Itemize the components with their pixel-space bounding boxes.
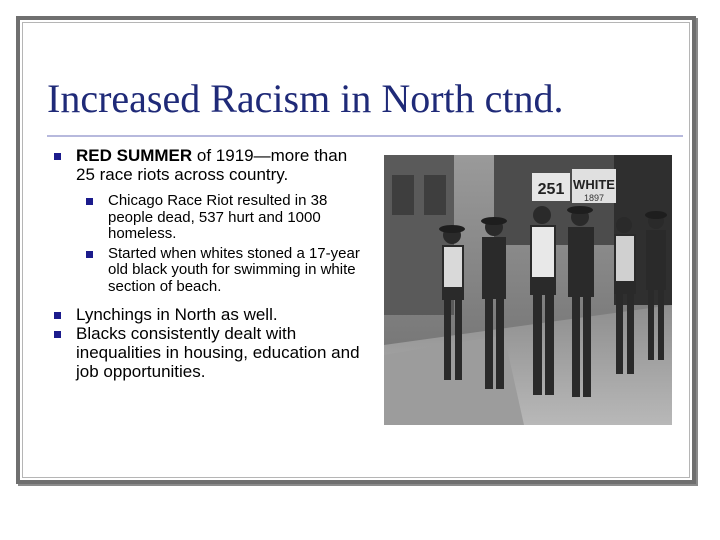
photo-sign-text: 251 bbox=[537, 181, 565, 198]
square-bullet-icon bbox=[86, 198, 93, 205]
sub-bullet-text: Started when whites stoned a 17-year old black youth for swimming in white section of beach. bbox=[108, 244, 360, 295]
sub-bullet-text: Chicago Race Riot resulted in 38 people dead, 537 hurt and 1000 homeless. bbox=[108, 192, 328, 242]
bullet-inequalities bbox=[48, 324, 368, 381]
bullet-list bbox=[48, 146, 368, 381]
title-underline-rule bbox=[47, 135, 683, 137]
photo-sign-text: WHITE bbox=[573, 177, 615, 192]
bullet-text: Lynchings in North as well. bbox=[76, 305, 278, 324]
slide-title: Increased Racism in North ctnd. bbox=[47, 76, 564, 121]
bullet-lead-text: RED SUMMER bbox=[76, 146, 193, 165]
square-bullet-icon bbox=[54, 331, 61, 338]
photo-sign-text: 1897 bbox=[583, 193, 605, 203]
bullet-text: of 1919—more than 25 race riots across country. bbox=[76, 146, 348, 184]
square-bullet-icon bbox=[54, 153, 61, 160]
photo-illustration bbox=[384, 155, 672, 425]
historical-photo-soldiers-street bbox=[384, 155, 672, 425]
bullet-red-summer bbox=[48, 146, 368, 184]
square-bullet-icon bbox=[86, 251, 93, 258]
sub-bullet-riot-start bbox=[48, 246, 368, 296]
sub-bullet-chicago-riot bbox=[48, 193, 368, 243]
bullet-lynchings bbox=[48, 305, 368, 324]
bullet-text: Blacks consistently dealt with inequalities in housing, education and job opportunities. bbox=[76, 324, 360, 381]
square-bullet-icon bbox=[54, 312, 61, 319]
